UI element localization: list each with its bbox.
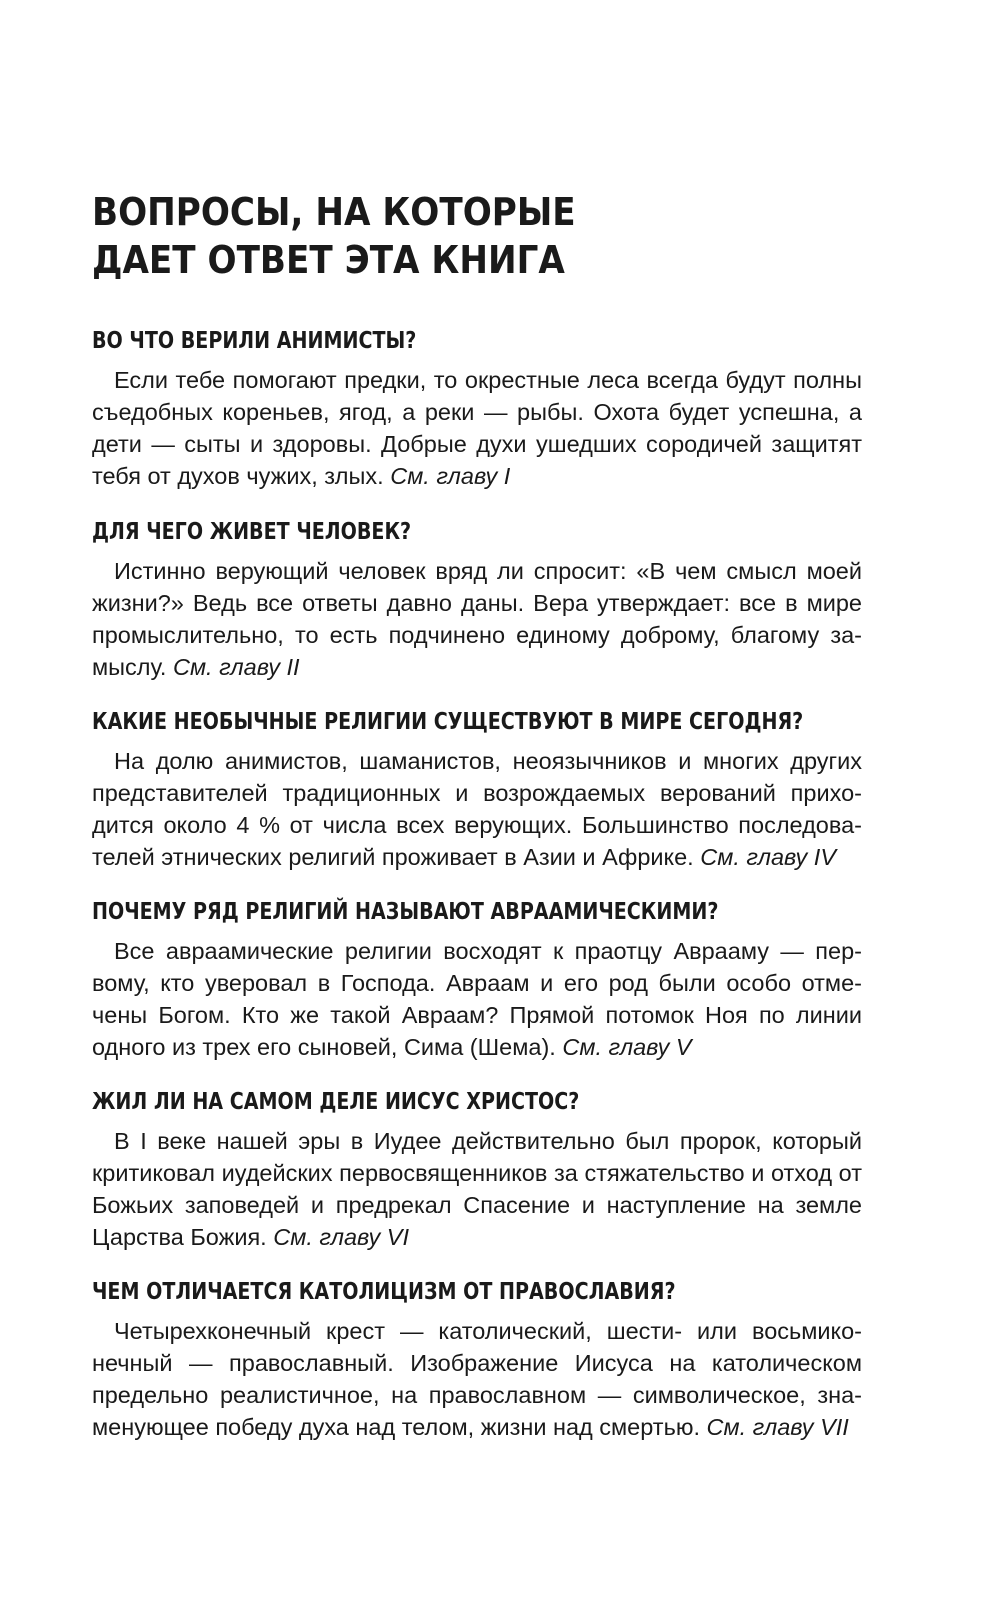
chapter-reference: См. главу V: [562, 1034, 692, 1060]
qa-section-abrahamic-religions: [92, 893, 862, 1063]
answer-text: Истинно верующий человек вряд ли спросит: «В чем смысл моей жизни?» Ведь все ответы давно даны. Вера утверждает: все в мире промыслительно, то есть подчинено единому доброму, благому замыслу.: [92, 558, 862, 680]
answer-paragraph: [92, 745, 862, 873]
qa-section-catholicism-orthodoxy: [92, 1273, 862, 1443]
answer-text: Четырехконечный крест — католический, шести- или восьмиконечный — православный. Изображение Иисуса на католическом предельно реалистичное, на православном — символическое, знаменующее победу духа над телом, жизни над смертью.: [92, 1318, 862, 1440]
question-heading: ДЛЯ ЧЕГО ЖИВЕТ ЧЕЛОВЕК?: [92, 519, 412, 545]
page-title-line-2: ДАЕТ ОТВЕТ ЭТА КНИГА: [92, 238, 565, 282]
page-title: [92, 188, 785, 284]
qa-section-animists: [92, 322, 862, 492]
qa-section-meaning-of-life: [92, 513, 862, 683]
answer-text: Все авраамические религии восходят к праотцу Аврааму — первому, кто уверовал в Господа. Авраам и его род были особо отмечены Богом. Кто же такой Авраам? Прямой потомок Ноя по линии одного из трех его сыновей, Сима (Шема).: [92, 938, 862, 1060]
question-heading: ВО ЧТО ВЕРИЛИ АНИМИСТЫ?: [92, 328, 417, 354]
chapter-reference: См. главу VII: [706, 1414, 849, 1440]
question-heading: ЖИЛ ЛИ НА САМОМ ДЕЛЕ ИИСУС ХРИСТОС?: [92, 1089, 580, 1115]
answer-text: В I веке нашей эры в Иудее действительно был пророк, который критиковал иудейских первосвященников за стяжательство и отход от Божьих заповедей и предрекал Спасение и наступление на земле Царства Божия.: [92, 1128, 862, 1250]
answer-paragraph: [92, 555, 862, 683]
question-heading: ПОЧЕМУ РЯД РЕЛИГИЙ НАЗЫВАЮТ АВРААМИЧЕСКИМИ?: [92, 899, 719, 925]
page-title-line-1: ВОПРОСЫ, НА КОТОРЫЕ: [92, 190, 576, 234]
answer-paragraph: [92, 364, 862, 492]
question-heading: ЧЕМ ОТЛИЧАЕТСЯ КАТОЛИЦИЗМ ОТ ПРАВОСЛАВИЯ?: [92, 1279, 676, 1305]
answer-paragraph: [92, 1315, 862, 1443]
qa-section-jesus-christ: [92, 1083, 862, 1253]
chapter-reference: См. главу I: [390, 463, 511, 489]
answer-paragraph: [92, 1125, 862, 1253]
answer-text: Если тебе помогают предки, то окрестные леса всегда будут полны съедобных кореньев, ягод, а реки — рыбы. Охота будет успешна, а дети — сыты и здоровы. Добрые духи ушедших сородичей защитят тебя от духов чужих, злых.: [92, 367, 862, 489]
answer-paragraph: [92, 935, 862, 1063]
answer-text: На долю анимистов, шаманистов, неоязычников и многих других представителей традиционных и возрождаемых верований приходится около 4 % от числа всех верующих. Большинство последователей этнических религий проживает в Азии и Африке.: [92, 748, 862, 870]
chapter-reference: См. главу IV: [700, 844, 837, 870]
chapter-reference: См. главу VI: [273, 1224, 409, 1250]
qa-section-unusual-religions: [92, 703, 862, 873]
question-heading: КАКИЕ НЕОБЫЧНЫЕ РЕЛИГИИ СУЩЕСТВУЮТ В МИРЕ СЕГОДНЯ?: [92, 709, 804, 735]
chapter-reference: См. главу II: [172, 654, 300, 680]
